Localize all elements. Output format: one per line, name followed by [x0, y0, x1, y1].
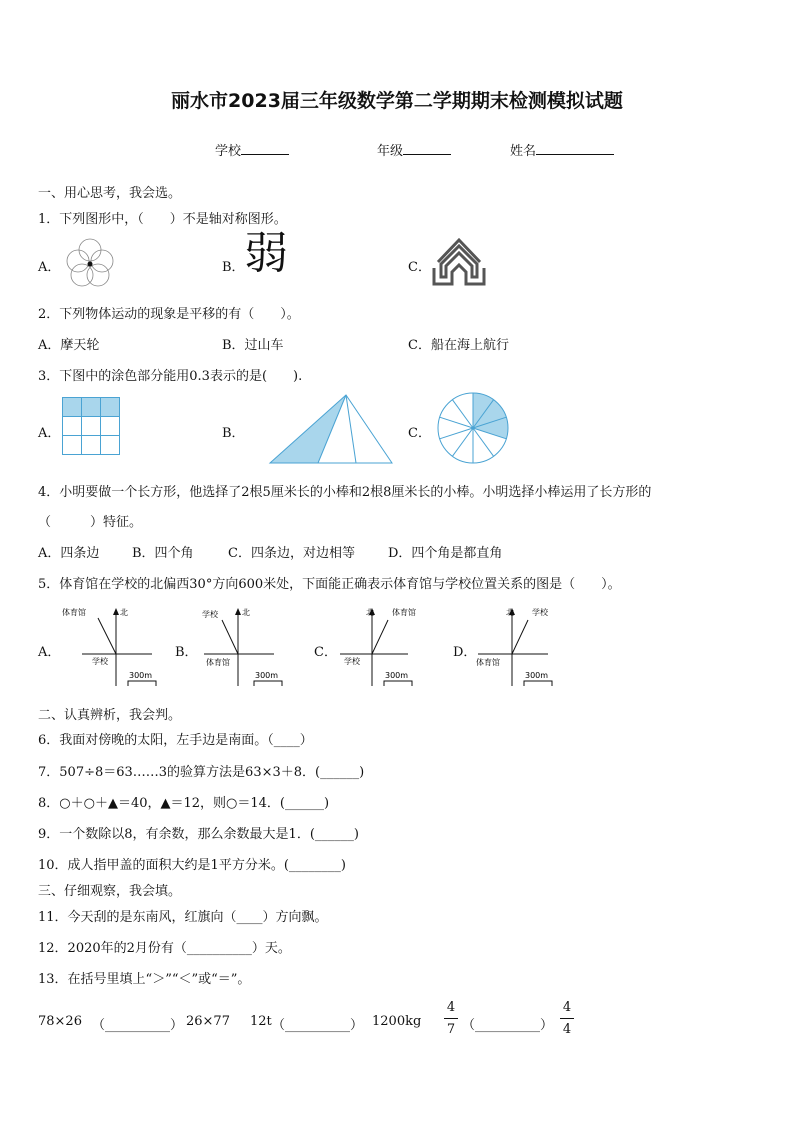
question-5: 5．体育馆在学校的北偏西30°方向600米处，下面能正确表示体育馆与学校位置关系的图是（ ）。	[38, 577, 621, 592]
expr-2-right: 1200kg	[372, 1014, 422, 1029]
question-13: 13．在括号里填上“＞”“＜”或“＝”。	[38, 972, 251, 987]
answer-blank-2[interactable]: （__________）	[272, 1018, 364, 1033]
q3-option-c[interactable]: C．	[408, 426, 431, 441]
q2-option-b[interactable]: B．过山车	[222, 338, 284, 353]
q1-option-a[interactable]: A．	[38, 260, 61, 275]
q3-option-b[interactable]: B．	[222, 426, 245, 441]
expr-2-left: 12t	[250, 1014, 272, 1029]
question-6: 6．我面对傍晚的太阳，左手边是南面。（____）	[38, 733, 313, 748]
question-7: 7．507÷8＝63……3的验算方法是63×3＋8．(______)	[38, 765, 365, 780]
question-1: 1．下列图形中，（ ）不是轴对称图形。	[38, 212, 287, 227]
compass-diagram-a	[58, 604, 158, 690]
expr-1-right: 26×77	[186, 1014, 230, 1029]
section-2-heading: 二、认真辨析，我会判。	[38, 708, 182, 723]
q4-option-a[interactable]: A．四条边	[38, 546, 100, 561]
question-4-line-2: （ ）特征。	[38, 515, 143, 530]
question-8: 8．○＋○＋▲＝40，▲＝12，则○＝14．(______)	[38, 796, 330, 811]
expr-1-left: 78×26	[38, 1014, 82, 1029]
north-label-c: 北	[366, 608, 374, 617]
page-title: 丽水市2023届三年级数学第二学期期末检测模拟试题	[171, 90, 623, 112]
school-label-a: 学校	[92, 657, 108, 666]
circle-figure	[437, 392, 509, 464]
question-9: 9．一个数除以8，有余数，那么余数最大是1．(______)	[38, 827, 359, 842]
question-4-line-1: 4．小明要做一个长方形，他选择了2根5厘米长的小棒和2根8厘米长的小棒。小明选择小棒运用了长方形的	[38, 485, 652, 500]
weak-character: 弱	[244, 228, 288, 279]
q2-option-a[interactable]: A．摩天轮	[38, 338, 100, 353]
compass-diagram-c	[336, 604, 436, 690]
question-3: 3．下图中的涂色部分能用0.3表示的是( ).	[38, 369, 303, 384]
maze-logo-figure	[430, 234, 488, 292]
answer-blank-3[interactable]: （__________）	[462, 1018, 554, 1033]
question-11: 11．今天刮的是东南风，红旗向（____）方向飘。	[38, 910, 328, 925]
scale-label-c: 300m	[385, 671, 409, 680]
q1-option-b[interactable]: B．	[222, 260, 245, 275]
fraction-left: 4 7	[444, 1000, 458, 1037]
q4-option-b[interactable]: B．四个角	[132, 546, 194, 561]
q5-option-b[interactable]: B．	[175, 645, 198, 660]
gym-label-c: 体育馆	[392, 608, 416, 617]
answer-blank-1[interactable]: （__________）	[92, 1018, 184, 1033]
question-10: 10．成人指甲盖的面积大约是1平方分米。(________)	[38, 858, 346, 873]
scale-label-a: 300m	[129, 671, 153, 680]
scale-label-b: 300m	[255, 671, 279, 680]
school-label-b: 学校	[202, 610, 218, 619]
q4-option-c[interactable]: C．四条边，对边相等	[228, 546, 355, 561]
grade-field[interactable]: 年级	[377, 140, 451, 159]
q4-option-d[interactable]: D．四个角是都直角	[388, 546, 503, 561]
gym-label-a: 体育馆	[62, 608, 86, 617]
north-label-a: 北	[120, 608, 128, 617]
question-2: 2．下列物体运动的现象是平移的有（ ）。	[38, 307, 300, 322]
north-label-b: 北	[242, 608, 250, 617]
school-field[interactable]: 学校	[215, 140, 289, 159]
grid-figure	[62, 397, 120, 455]
q5-option-d[interactable]: D．	[453, 645, 477, 660]
name-field[interactable]: 姓名	[510, 140, 614, 159]
q5-option-c[interactable]: C．	[314, 645, 337, 660]
section-3-heading: 三、仔细观察，我会填。	[38, 884, 182, 899]
flower-figure	[62, 238, 118, 288]
question-12: 12．2020年的2月份有（__________）天。	[38, 941, 291, 956]
q3-option-a[interactable]: A．	[38, 426, 61, 441]
north-label-d: 北	[506, 608, 514, 617]
section-1-heading: 一、用心思考，我会选。	[38, 186, 182, 201]
compass-diagram-d	[474, 604, 574, 690]
scale-label-d: 300m	[525, 671, 549, 680]
gym-label-d: 体育馆	[476, 658, 500, 667]
gym-label-b: 体育馆	[206, 658, 230, 667]
triangle-figure	[268, 393, 394, 465]
school-label-c: 学校	[344, 657, 360, 666]
fraction-right: 4 4	[560, 1000, 574, 1037]
q1-option-c[interactable]: C．	[408, 260, 431, 275]
q5-option-a[interactable]: A．	[38, 645, 61, 660]
school-label-d: 学校	[532, 608, 548, 617]
compass-diagram-b	[198, 604, 298, 690]
q2-option-c[interactable]: C．船在海上航行	[408, 338, 509, 353]
